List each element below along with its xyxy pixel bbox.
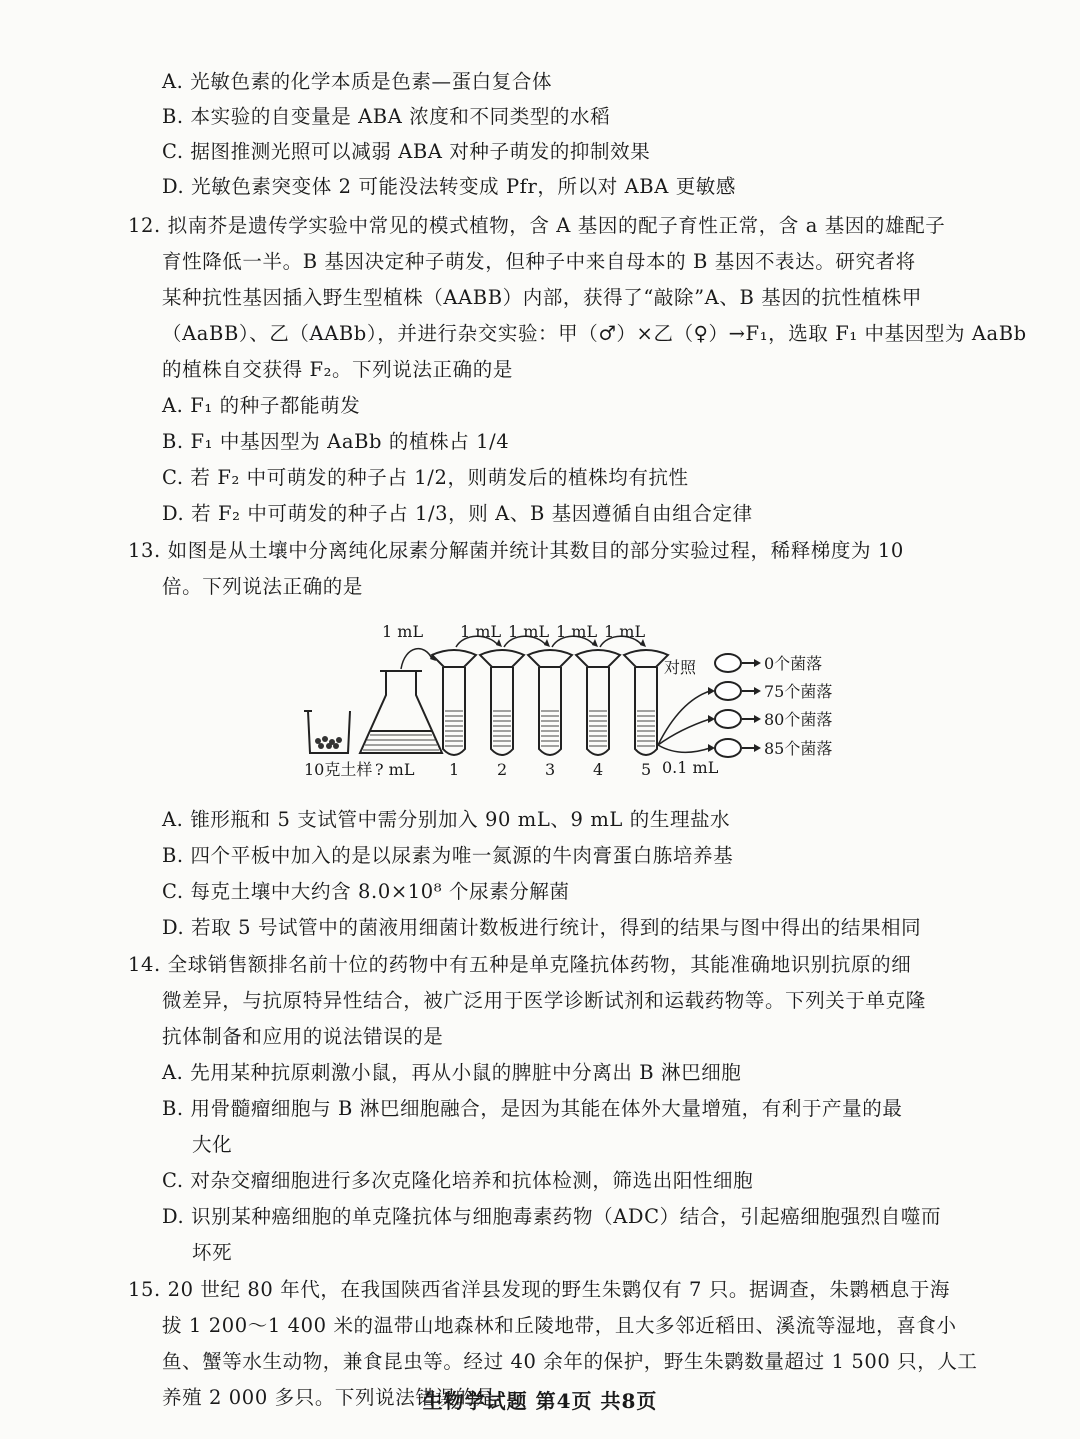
text-line: 拔 1 200～1 400 米的温带山地森林和丘陵地带，且大多邻近稻田、溪流等湿地，喜食小 [162, 1314, 957, 1337]
soil-label: 10克土样 [304, 760, 373, 779]
colony-count-label: 80个菌落 [764, 710, 833, 729]
transfer-label: 1 mL [508, 622, 550, 641]
text-line: A. 先用某种抗原刺激小鼠，再从小鼠的脾脏中分离出 B 淋巴细胞 [162, 1061, 742, 1084]
text-line: 养殖 2 000 多只。下列说法错误的是 [162, 1386, 496, 1409]
transfer-label: 1 mL [556, 622, 598, 641]
text-line: A. 锥形瓶和 5 支试管中需分别加入 90 mL、9 mL 的生理盐水 [162, 808, 731, 831]
text-line: D. 识别某种癌细胞的单克隆抗体与细胞毒素药物（ADC）结合，引起癌细胞强烈自噬而 [162, 1205, 942, 1228]
control-label: 对照 [664, 658, 697, 677]
transfer-label: 1 mL [604, 622, 646, 641]
text-line: 13. 如图是从土壤中分离纯化尿素分解菌并统计其数目的部分实验过程，稀释梯度为 10 [128, 539, 904, 562]
text-line: D. 若 F₂ 中可萌发的种子占 1/3，则 A、B 基因遵循自由组合定律 [162, 502, 753, 525]
conical-flask [360, 671, 442, 753]
tube-number-label: 3 [545, 760, 556, 779]
tube-number-label: 5 [641, 760, 652, 779]
sample-volume-label: 0.1 mL [662, 758, 719, 777]
text-line: C. 据图推测光照可以减弱 ABA 对种子萌发的抑制效果 [162, 140, 651, 163]
text-line: 微差异，与抗原特异性结合，被广泛用于医学诊断试剂和运载药物等。下列关于单克隆 [162, 989, 926, 1012]
tube-number-label: 4 [593, 760, 604, 779]
text-line: B. 四个平板中加入的是以尿素为唯一氮源的牛肉膏蛋白胨培养基 [162, 844, 734, 867]
text-line: A. 光敏色素的化学本质是色素—蛋白复合体 [162, 70, 553, 93]
tube-number-label: 2 [497, 760, 508, 779]
petri-plate-4 [658, 739, 832, 758]
text-line: 大化 [192, 1133, 233, 1156]
text-line: B. 用骨髓瘤细胞与 B 淋巴细胞融合，是因为其能在体外大量增殖，有利于产量的最 [162, 1097, 903, 1120]
text-line: 12. 拟南芥是遗传学实验中常见的模式植物，含 A 基因的配子育性正常，含 a 基因的雄配子 [128, 214, 946, 237]
text-line: 鱼、蟹等水生动物，兼食昆虫等。经过 40 余年的保护，野生朱鹮数量超过 1 500 只，人工 [162, 1350, 978, 1373]
petri-plate-1 [715, 654, 822, 673]
text-line: 抗体制备和应用的说法错误的是 [162, 1025, 444, 1048]
text-line: D. 光敏色素突变体 2 可能没法转变成 Pfr，所以对 ABA 更敏感 [162, 175, 736, 198]
text-line: 15. 20 世纪 80 年代，在我国陕西省洋县发现的野生朱鹮仅有 7 只。据调查，朱鹮栖息于海 [128, 1278, 951, 1301]
text-line: 14. 全球销售额排名前十位的药物中有五种是单克隆抗体药物，其能准确地识别抗原的细 [128, 953, 912, 976]
text-line: D. 若取 5 号试管中的菌液用细菌计数板进行统计，得到的结果与图中得出的结果相同 [162, 916, 922, 939]
text-line: B. F₁ 中基因型为 AaBb 的植株占 1/4 [162, 430, 510, 453]
text-line: B. 本实验的自变量是 ABA 浓度和不同类型的水稻 [162, 105, 611, 128]
text-line: 某种抗性基因插入野生型植株（AABB）内部，获得了“敲除”A、B 基因的抗性植株甲 [162, 286, 922, 309]
dilution-diagram [270, 615, 870, 785]
text-line: 坏死 [192, 1241, 233, 1264]
text-line: C. 每克土壤中大约含 8.0×10⁸ 个尿素分解菌 [162, 880, 570, 903]
colony-count-label: 0个菌落 [764, 654, 823, 673]
text-line: C. 对杂交瘤细胞进行多次克隆化培养和抗体检测，筛选出阳性细胞 [162, 1169, 754, 1192]
text-line: 倍。下列说法正确的是 [162, 575, 364, 598]
flask-volume-label: ? mL [375, 760, 415, 779]
tube-number-label: 1 [449, 760, 460, 779]
text-line: 育性降低一半。B 基因决定种子萌发，但种子中来自母本的 B 基因不表达。研究者将 [162, 250, 916, 273]
transfer-label-1: 1 mL [382, 622, 424, 641]
text-line: （AaBB）、乙（AABb），并进行杂交实验：甲（♂）×乙（♀）→F₁，选取 F₁ 中基因型为 AaBb [162, 322, 1027, 345]
colony-count-label: 85个菌落 [764, 739, 833, 758]
transfer-label: 1 mL [460, 622, 502, 641]
text-line: C. 若 F₂ 中可萌发的种子占 1/2，则萌发后的植株均有抗性 [162, 466, 689, 489]
text-line: 的植株自交获得 F₂。下列说法正确的是 [162, 358, 513, 381]
colony-count-label: 75个菌落 [764, 682, 833, 701]
page-footer: 生物学试题 第4页 共8页 [422, 1389, 658, 1413]
text-line: A. F₁ 的种子都能萌发 [162, 394, 361, 417]
